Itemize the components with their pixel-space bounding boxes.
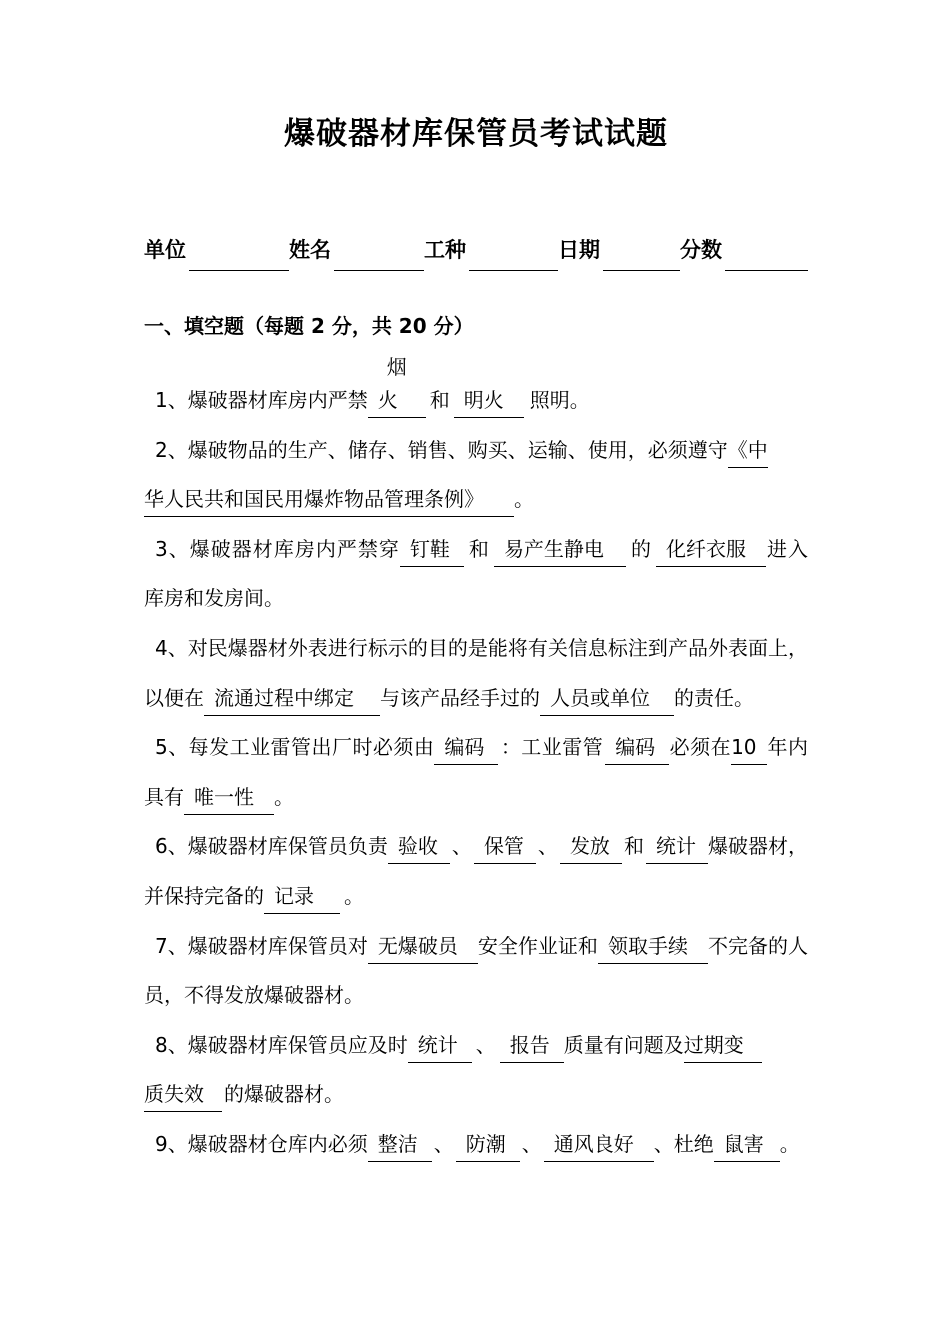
answer-blank[interactable]: 统计: [646, 830, 708, 864]
answer-blank[interactable]: 华人民共和国民用爆炸物品管理条例》: [144, 483, 514, 517]
answer-blank[interactable]: 编码: [434, 731, 498, 765]
answer-blank[interactable]: 化纤衣服: [656, 533, 766, 567]
answer-blank[interactable]: 10: [731, 731, 767, 765]
answer-blank[interactable]: 易产生静电: [494, 533, 626, 567]
question-1: 1、爆破器材库房内严禁烟火 和 明火 照明。: [144, 351, 808, 426]
answer-blank[interactable]: 整洁: [368, 1128, 432, 1162]
field-label-unit: 单位: [144, 238, 186, 262]
answer-blank[interactable]: 领取手续: [598, 930, 708, 964]
answer-blank[interactable]: 烟火: [368, 351, 426, 418]
question-2: 2、爆破物品的生产、储存、销售、购买、运输、使用，必须遵守《中 华人民共和国民用爆炸物品管理条例》 。: [144, 426, 808, 525]
question-5: 5、每发工业雷管出厂时必须由 编码 ：工业雷管 编码 必须在10 年内具有 唯一性 。: [144, 723, 808, 822]
page-title: 爆破器材库保管员考试试题: [284, 116, 668, 152]
answer-blank[interactable]: 编码: [605, 731, 669, 765]
question-list: [144, 351, 808, 1170]
question-3: 3、爆破器材库房内严禁穿 钉鞋 和 易产生静电 的 化纤衣服 进入库房和发房间。: [144, 525, 808, 624]
answer-blank[interactable]: 通风良好: [544, 1128, 654, 1162]
field-label-job: 工种: [424, 238, 466, 262]
answer-blank[interactable]: 流通过程中绑定: [204, 682, 380, 716]
answer-blank[interactable]: 保管: [474, 830, 536, 864]
answer-blank[interactable]: 发放: [560, 830, 622, 864]
answer-blank[interactable]: 鼠害: [714, 1128, 780, 1162]
answer-blank[interactable]: 无爆破员: [368, 930, 478, 964]
field-blank-job[interactable]: [469, 270, 558, 271]
question-6: 6、爆破器材库保管员负责 验收 、 保管 、 发放 和 统计 爆破器材，并保持完备的 记录 。: [144, 822, 808, 921]
answer-blank[interactable]: 《中: [728, 434, 768, 468]
answer-blank[interactable]: 记录: [264, 880, 340, 914]
question-7: 7、爆破器材库保管员对 无爆破员 安全作业证和 领取手续 不完备的人员，不得发放爆破器材。: [144, 922, 808, 1021]
header-fields: [144, 234, 808, 274]
field-blank-score[interactable]: [725, 270, 808, 271]
question-4: 4、对民爆器材外表进行标示的目的是能将有关信息标注到产品外表面上，以便在 流通过程中绑定 与该产品经手过的 人员或单位 的责任。: [144, 624, 808, 723]
question-9: 9、爆破器材仓库内必须 整洁 、 防潮 、 通风良好 、杜绝 鼠害 。: [144, 1120, 808, 1170]
section-title: 一、填空题（每题 2 分，共 20 分）: [144, 314, 474, 338]
answer-blank[interactable]: 人员或单位: [540, 682, 674, 716]
answer-blank[interactable]: 报告: [500, 1029, 564, 1063]
answer-blank[interactable]: 唯一性: [184, 781, 274, 815]
answer-blank[interactable]: 钉鞋: [400, 533, 464, 567]
field-blank-date[interactable]: [603, 270, 680, 271]
field-blank-name[interactable]: [334, 270, 424, 271]
answer-blank[interactable]: 统计: [408, 1029, 472, 1063]
field-label-name: 姓名: [289, 238, 331, 262]
question-8: 8、爆破器材库保管员应及时 统计 、 报告 质量有问题及过期变 质失效 的爆破器材。: [144, 1021, 808, 1120]
exam-page: [144, 0, 808, 1344]
field-label-score: 分数: [680, 238, 722, 262]
field-label-date: 日期: [558, 238, 600, 262]
answer-blank[interactable]: 明火: [454, 384, 524, 418]
answer-blank[interactable]: 防潮: [456, 1128, 520, 1162]
answer-blank[interactable]: 验收: [388, 830, 450, 864]
answer-blank[interactable]: 过期变: [684, 1029, 762, 1063]
field-blank-unit[interactable]: [189, 270, 289, 271]
answer-blank[interactable]: 质失效: [144, 1078, 222, 1112]
